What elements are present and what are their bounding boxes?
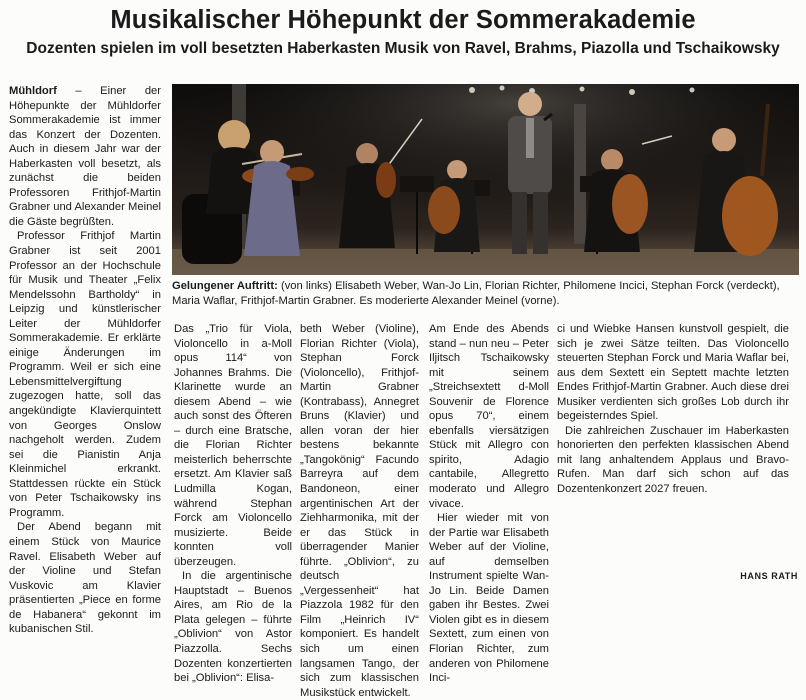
paragraph: beth Weber (Violine), Florian Richter (Viola), Stephan Forck (Violoncello), Frithjof-Martin Grabner (Kontrabass), Annegret Bruns (Klavier) und allen voran der hier bestens bekannte „Tangokönig“ Facundo Barreyra auf dem Bandoneon, einer argentinischen Art der Ziehharmonika, mit der er das Stück in überragender Manier führte. „Oblivion“, zu deutsch „Vergessenheit“ hat Piazzola 1982 für den Film „Heinrich IV“ komponiert. Es handelt sich um einen langsamen Tango, der sich zum klassischen Musikstück entwickelt. — [300, 323, 419, 699]
paragraph: Der Abend begann mit einem Stück von Maurice Ravel. Elisabeth Weber auf der Violine und Stefan Vuskovic am Klavier präsentierten „Piece en forme de Habanera“ gekonnt im kubanischen Stil. — [9, 521, 161, 636]
caption-lead: Gelungener Auftritt: — [172, 280, 278, 292]
paragraph: Professor Frithjof Martin Grabner ist seit 2001 Professor an der Hochschule für Musik und Theater „Felix Mendelssohn Bartholdy“ in Leipzig und künstlerischer Leiter der Mühldorfer Sommerakademie. Er erklärte einige Änderungen im Programm. Weil er sich eine Lebensmittelvergiftung zugezogen hatte, soll das angekündigte Klavierquintett von Georges Onslow nachgeholt werden. Zudem sei die Pianistin Anja Kleinmichel erkrankt. Stattdessen rückte ein Stück von Peter Tschaikowsky ins Programm. — [9, 230, 161, 519]
photo-caption — [172, 279, 802, 308]
dateline: Mühldorf — [9, 85, 57, 97]
text-column-5 — [557, 322, 789, 497]
headline: Musikalischer Höhepunkt der Sommerakademie — [110, 6, 696, 34]
paragraph: Hier wieder mit von der Partie war Elisabeth Weber auf der Violine, auf demselben Instrument spielte Wan-Jo Lin. Beide Damen gaben ihr Bestes. Zwei Violen gibt es in diesem Sextett, zum einen von Florian Richter, zum anderen von Philomene Inci- — [429, 512, 549, 685]
paragraph — [9, 84, 161, 229]
paragraph: Am Ende des Abends stand – nun neu – Peter Iljitsch Tschaikowsky mit seinem „Streichsextett d-Moll Souvenir de Florence opus 70“, einem ebenfalls viersätzigen Stück mit Allegro con spirito, Adagio cantabile, Allegretto moderato und Allegro vivace. — [429, 323, 549, 510]
text-column-4 — [429, 322, 549, 686]
paragraph: In die argentinische Hauptstadt – Buenos Aires, am Rio de la Plata gelegen – führte „Oblivion“ von Astor Piazzolla. Sechs Dozenten konzertierten bei „Oblivion“: Elisa- — [174, 570, 292, 685]
paragraph: Das „Trio für Viola, Violoncello in a-Moll opus 114“ von Johannes Brahms. Die Klarinette wurde an diesem Abend – wie auch sonst des Öfteren – durch eine Bratsche, die Florian Richter meisterlich beherrschte ersetzt. Am Klavier saß Ludmilla Kogan, während Stephan Forck am Violoncello musizierte. Beide konnten voll überzeugen. — [174, 323, 292, 568]
paragraph: ci und Wiebke Hansen kunstvoll gespielt, die sich je zwei Sätze teilten. Das Violoncello steuerten Stephan Forck und Maria Waflar bei, aus dem Sextett ein Septett machte letzten Endes Frithjof-Martin Grabner. Auch diese drei Musiker verdienten sich großes Lob durch ihr begeisterndes Spiel. — [557, 323, 789, 423]
text-column-1 — [9, 84, 161, 637]
caption-text: (von links) Elisabeth Weber, Wan-Jo Lin, Florian Richter, Philomene Incici, Stephan Forck (verdeckt), Maria Waflar, Frithjof-Martin Grabner. Es moderierte Alexander Meinel (vorne). — [172, 280, 780, 307]
author-byline: HANS RATH — [740, 571, 798, 581]
subheadline: Dozenten spielen im voll besetzten Haberkasten Musik von Ravel, Brahms, Piazolla und Tschaikowsky — [26, 40, 780, 57]
concert-photo — [172, 84, 799, 275]
text-column-2 — [174, 322, 292, 686]
concert-photo-illustration — [172, 84, 799, 275]
paragraph: Die zahlreichen Zuschauer im Haberkasten honorierten den perfekten klassischen Abend mit lang anhaltendem Applaus und Bravo-Rufen. Man darf sich schon auf das Dozentenkonzert 2027 freuen. — [557, 424, 789, 496]
text-column-3 — [300, 322, 419, 700]
paragraph-text: – Einer der Höhepunkte der Mühldorfer Sommerakademie ist immer das Konzert der Dozenten. Auch in diesem Jahr war der Haberkasten voll besetzt, als zunächst die beiden Professoren Frithjof-Martin Grabner und Alexander Meinel die Gäste begrüßten. — [9, 85, 161, 228]
